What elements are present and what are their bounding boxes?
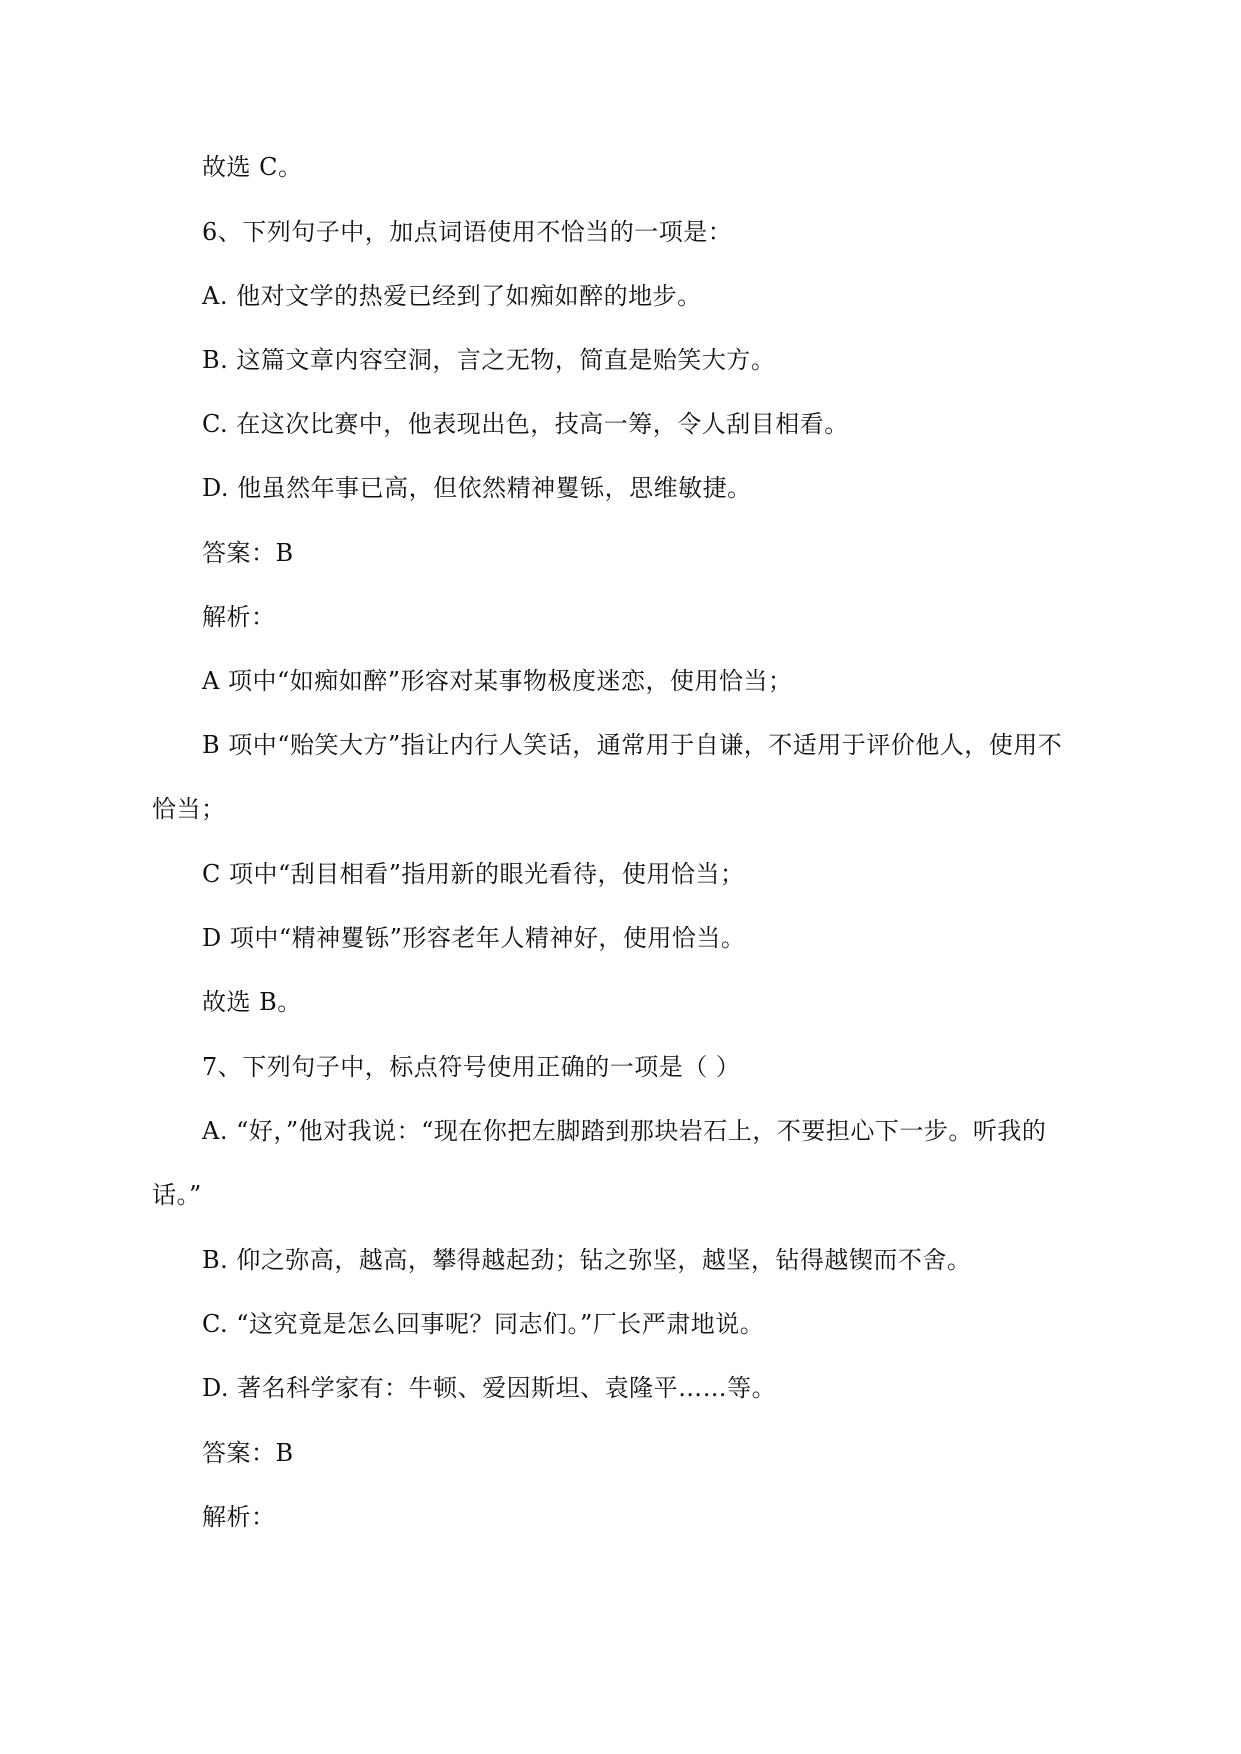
q7-option-c: C. “这究竟是怎么回事呢？同志们。”厂长严肃地说。 <box>202 1310 765 1338</box>
q6-option-c: C. 在这次比赛中，他表现出色，技高一筹，令人刮目相看。 <box>202 410 849 438</box>
q7-option-a-continued: 话。” <box>152 1181 202 1209</box>
q6-answer: 答案：B <box>202 539 294 567</box>
q6-analysis-b-continued: 恰当； <box>152 795 226 823</box>
q6-analysis-a: A 项中“如痴如醉”形容对某事物极度迷恋，使用恰当； <box>202 667 793 695</box>
q6-conclusion: 故选 B。 <box>202 988 302 1016</box>
q6-option-d: D. 他虽然年事已高，但依然精神矍铄，思维敏捷。 <box>202 474 752 502</box>
q5-conclusion: 故选 C。 <box>202 153 303 181</box>
q6-stem: 6、下列句子中，加点词语使用不恰当的一项是： <box>202 218 733 246</box>
q6-analysis-label: 解析： <box>202 603 276 631</box>
q6-analysis-d: D 项中“精神矍铄”形容老年人精神好，使用恰当。 <box>202 924 746 952</box>
q6-option-b: B. 这篇文章内容空洞，言之无物，简直是贻笑大方。 <box>202 346 776 374</box>
q6-option-a: A. 他对文学的热爱已经到了如痴如醉的地步。 <box>202 282 702 310</box>
q7-option-d: D. 著名科学家有：牛顿、爱因斯坦、袁隆平……等。 <box>202 1374 777 1402</box>
q7-answer: 答案：B <box>202 1439 294 1467</box>
q6-analysis-c: C 项中“刮目相看”指用新的眼光看待，使用恰当； <box>202 860 745 888</box>
q7-analysis-label: 解析： <box>202 1503 276 1531</box>
q7-option-b: B. 仰之弥高，越高，攀得越起劲；钻之弥坚，越坚，钻得越锲而不舍。 <box>202 1246 972 1274</box>
q7-option-a: A. “好，”他对我说：“现在你把左脚踏到那块岩石上，不要担心下一步。听我的 <box>202 1117 1047 1145</box>
q6-analysis-b: B 项中“贻笑大方”指让内行人笑话，通常用于自谦，不适用于评价他人，使用不 <box>202 731 1063 759</box>
q7-stem: 7、下列句子中，标点符号使用正确的一项是（ ） <box>202 1053 741 1081</box>
